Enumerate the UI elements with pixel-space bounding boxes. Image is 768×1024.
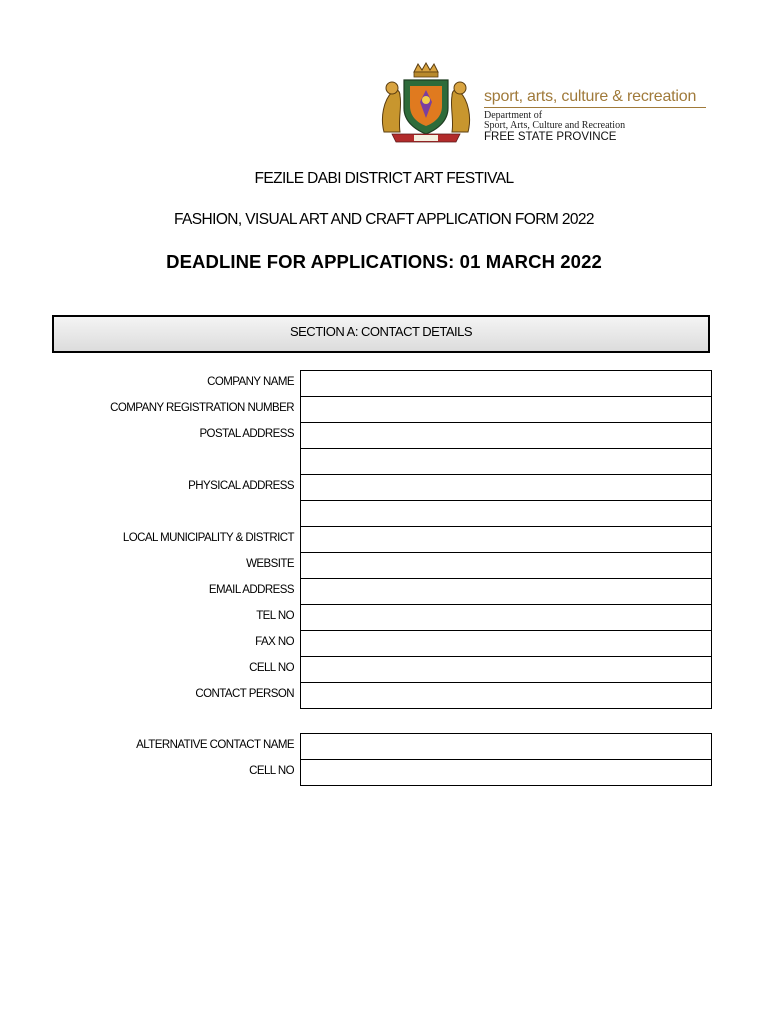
form-row-local-municipality	[0, 526, 768, 552]
fax-no-field[interactable]	[300, 630, 712, 656]
tagline-underline	[484, 107, 706, 108]
cell-no-field[interactable]	[300, 656, 712, 682]
postal-address-field[interactable]	[300, 422, 712, 448]
form-row-physical-address	[0, 474, 768, 500]
website-label: WEBSITE	[246, 558, 294, 570]
department-line-2: Sport, Arts, Culture and Recreation	[484, 120, 626, 131]
form-row-tel-no	[0, 604, 768, 630]
section-a-header	[52, 315, 710, 353]
contact-person-field[interactable]	[300, 682, 712, 709]
alt-cell-no-field[interactable]	[300, 759, 712, 786]
form-row-fax-no	[0, 630, 768, 656]
department-header	[378, 62, 718, 152]
form-row-contact-person	[0, 682, 768, 708]
company-registration-label: COMPANY REGISTRATION NUMBER	[110, 402, 294, 414]
department-line-1: Department of	[484, 110, 543, 121]
tel-no-field[interactable]	[300, 604, 712, 630]
form-row-alt-cell-no	[0, 759, 768, 785]
form-row-postal-address-2	[0, 448, 768, 474]
form-row-physical-address-2	[0, 500, 768, 526]
festival-title: FEZILE DABI DISTRICT ART FESTIVAL	[254, 170, 514, 187]
form-row-company-registration	[0, 396, 768, 422]
postal-address-2-field[interactable]	[300, 448, 712, 474]
cell-no-label: CELL NO	[249, 662, 294, 674]
form-row-company-name	[0, 370, 768, 396]
company-name-label: COMPANY NAME	[207, 376, 294, 388]
department-province: FREE STATE PROVINCE	[484, 131, 617, 143]
local-municipality-label: LOCAL MUNICIPALITY & DISTRICT	[122, 532, 294, 544]
alternative-contact-label: ALTERNATIVE CONTACT NAME	[136, 739, 294, 751]
department-name-block	[484, 88, 714, 144]
tel-no-label: TEL NO	[256, 610, 294, 622]
form-row-email-address	[0, 578, 768, 604]
physical-address-2-field[interactable]	[300, 500, 712, 526]
fax-no-label: FAX NO	[255, 636, 294, 648]
company-name-field[interactable]	[300, 370, 712, 396]
form-row-website	[0, 552, 768, 578]
form-row-postal-address	[0, 422, 768, 448]
deadline-title: DEADLINE FOR APPLICATIONS: 01 MARCH 2022	[166, 251, 602, 272]
email-address-label: EMAIL ADDRESS	[208, 584, 294, 596]
form-row-alternative-contact	[0, 733, 768, 759]
contact-person-label: CONTACT PERSON	[195, 688, 294, 700]
local-municipality-field[interactable]	[300, 526, 712, 552]
physical-address-label: PHYSICAL ADDRESS	[188, 480, 294, 492]
coat-of-arms-icon	[378, 62, 474, 148]
alternative-contact-field[interactable]	[300, 733, 712, 759]
company-registration-field[interactable]	[300, 396, 712, 422]
form-title: FASHION, VISUAL ART AND CRAFT APPLICATION FORM 2022	[174, 211, 594, 228]
alt-cell-no-label: CELL NO	[249, 765, 294, 777]
form-row-cell-no	[0, 656, 768, 682]
website-field[interactable]	[300, 552, 712, 578]
department-tagline: sport, arts, culture & recreation	[484, 88, 697, 105]
physical-address-field[interactable]	[300, 474, 712, 500]
section-a-title: SECTION A: CONTACT DETAILS	[289, 323, 473, 339]
postal-address-label: POSTAL ADDRESS	[199, 428, 294, 440]
email-address-field[interactable]	[300, 578, 712, 604]
